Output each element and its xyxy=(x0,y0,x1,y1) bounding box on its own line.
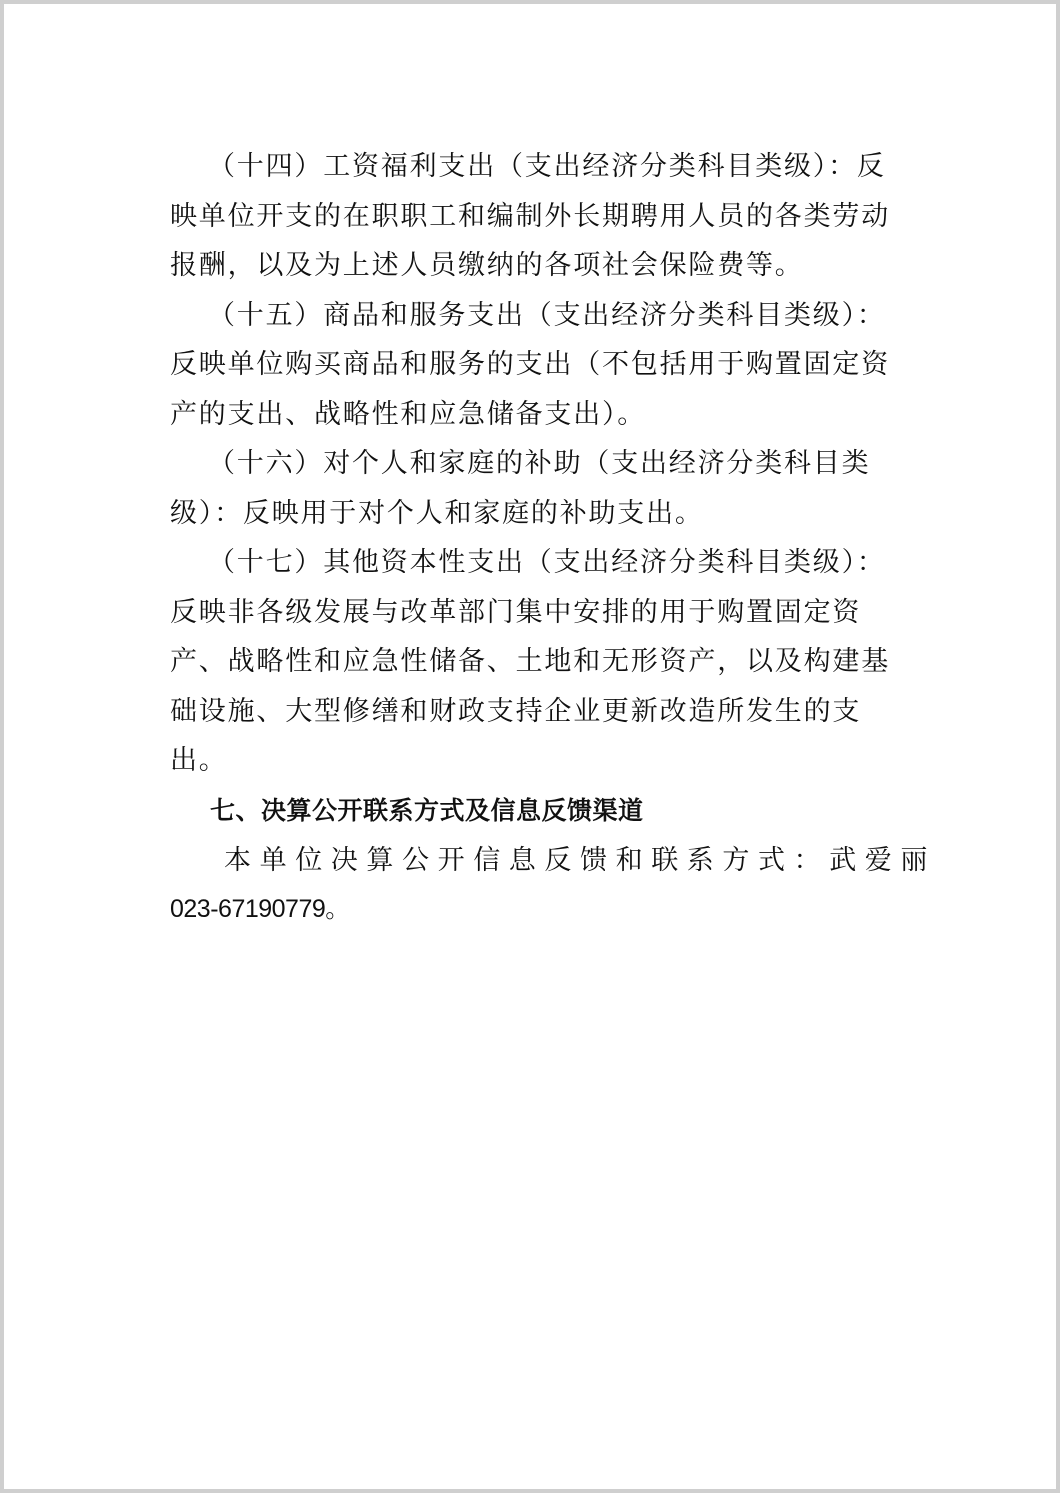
page-content xyxy=(170,142,936,935)
contact-phone: 023-67190779。 xyxy=(170,895,350,923)
section-heading-contact: 七、决算公开联系方式及信息反馈渠道 xyxy=(210,795,644,825)
paragraph-goods-services-expenditure: （十五）商品和服务支出（支出经济分类科目类级）：反映单位购买商品和服务的支出（不包括用于购置固定资产的支出、战略性和应急储备支出）。 xyxy=(170,299,890,430)
paragraph-wage-welfare-expenditure: （十四）工资福利支出（支出经济分类科目类级）：反映单位开支的在职职工和编制外长期聘用人员的各类劳动报酬，以及为上述人员缴纳的各项社会保险费等。 xyxy=(170,151,890,281)
contact-info-text: 本单位决算公开信息反馈和联系方式：武爱丽 xyxy=(224,844,936,876)
paragraph-household-subsidy: （十六）对个人和家庭的补助（支出经济分类科目类级）：反映用于对个人和家庭的补助支出。 xyxy=(170,448,871,529)
paragraph-other-capital-expenditure: （十七）其他资本性支出（支出经济分类科目类级）：反映非各级发展与改革部门集中安排的用于购置固定资产、战略性和应急性储备、土地和无形资产，以及构建基础设施、大型修缮和财政支持企业更新改造所发生的支出。 xyxy=(170,547,890,776)
